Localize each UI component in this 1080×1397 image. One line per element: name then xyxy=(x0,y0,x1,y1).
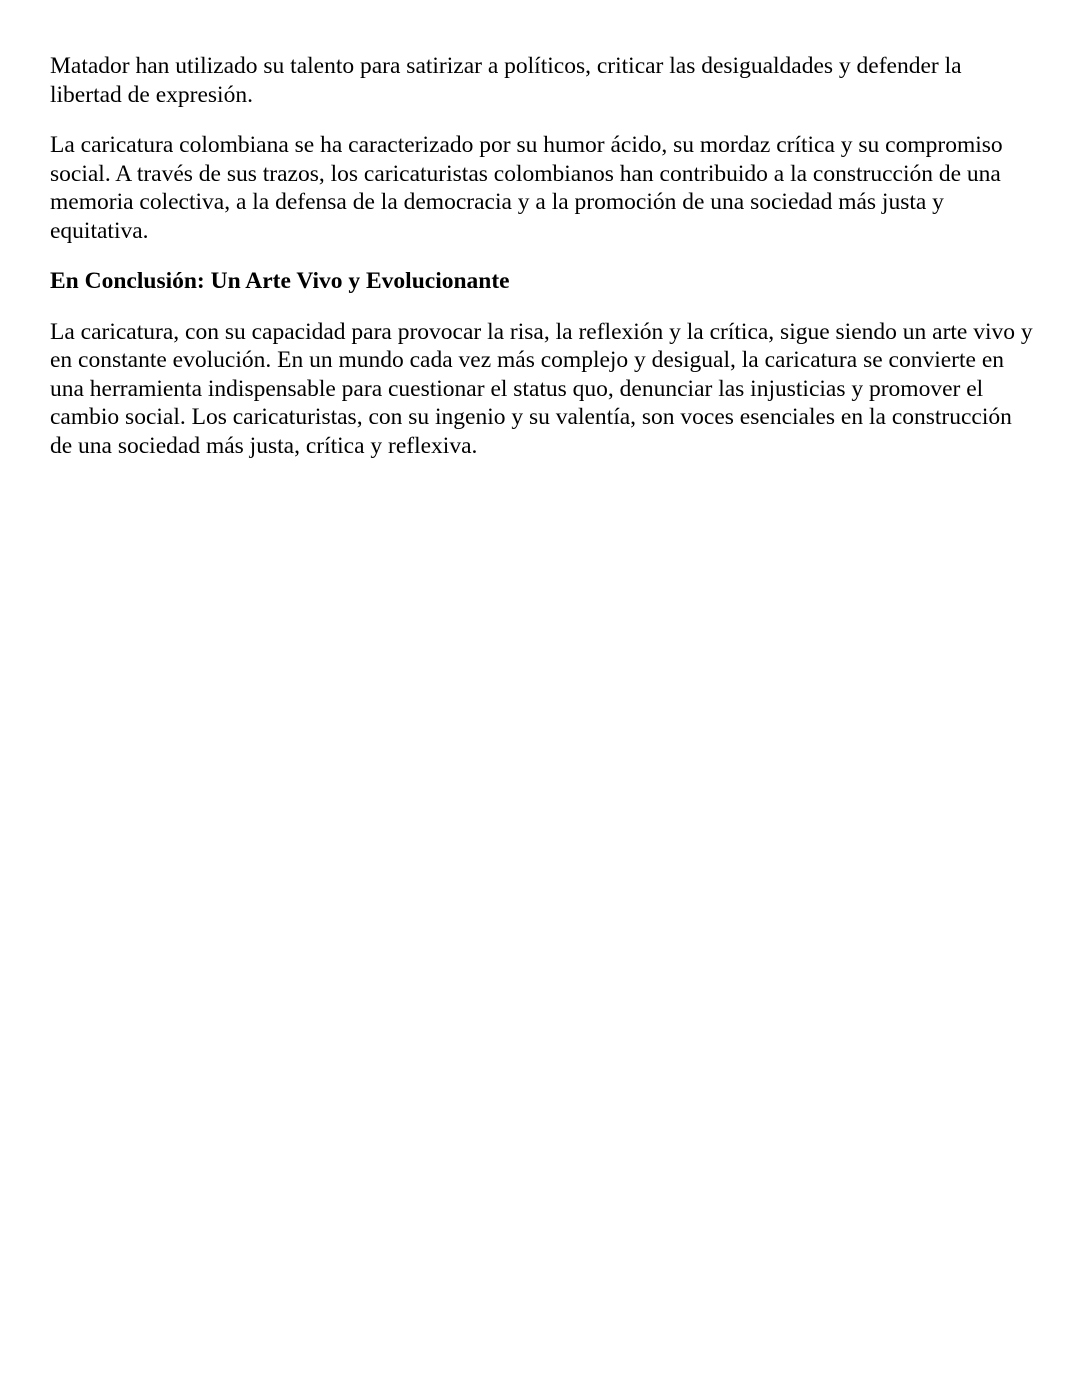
conclusion-paragraph: La caricatura, con su capacidad para provocar la risa, la reflexión y la crítica, sigue siendo un arte vivo y en constante evolución. En un mundo cada vez más complejo y desigual, la caricatura se convierte en una herramienta indispensable para cuestionar el status quo, denunciar las injusticias y promover el cambio social. Los caricaturistas, con su ingenio y su valentía, son voces esenciales en la construcción de una sociedad más justa, crítica y reflexiva. xyxy=(50,318,1033,459)
paragraph-caricatura-colombiana: La caricatura colombiana se ha caracterizado por su humor ácido, su mordaz crítica y su compromiso social. A través de sus trazos, los caricaturistas colombianos han contribuido a la construcción de una memoria colectiva, a la defensa de la democracia y a la promoción de una sociedad más justa y equitativa. xyxy=(50,132,1003,244)
paragraph-matador: Matador han utilizado su talento para satirizar a políticos, criticar las desigualdades y defender la libertad de expresión. xyxy=(50,53,962,108)
conclusion-heading: En Conclusión: Un Arte Vivo y Evolucionante xyxy=(50,268,510,294)
document-page xyxy=(50,52,1035,482)
